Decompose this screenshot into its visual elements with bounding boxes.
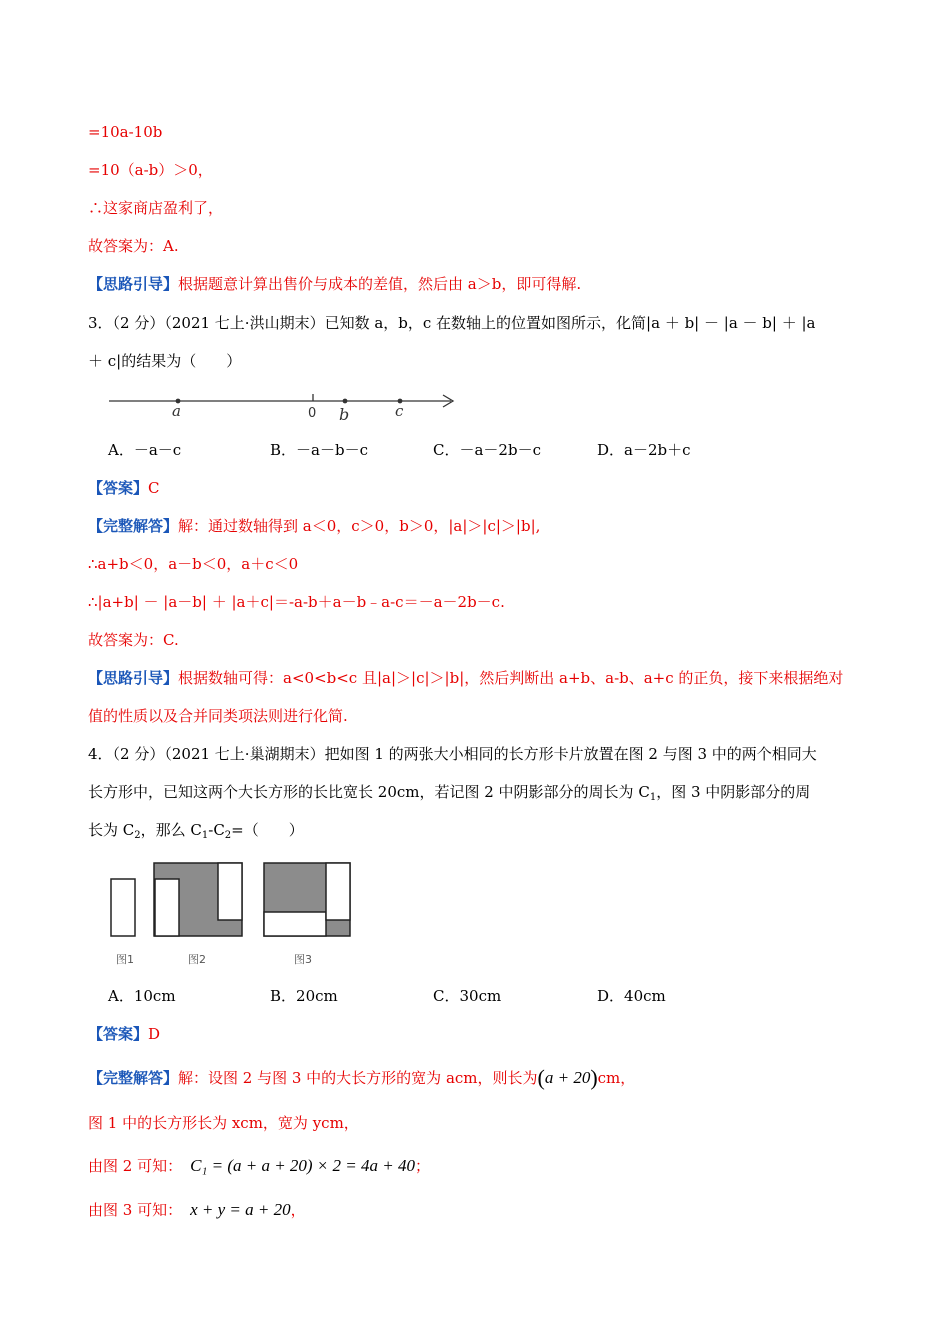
fig1-label: 图1 — [116, 953, 134, 966]
math-expression: x + y = a + 20 — [190, 1200, 291, 1219]
q3-option-d[interactable]: D．a－2b＋c — [597, 441, 691, 459]
q3-solution-line-2: ∴a+b＜0，a－b＜0，a＋c＜0 — [88, 555, 299, 573]
solution-text: 解：设图 2 与图 3 中的大长方形的宽为 acm，则长为 — [178, 1069, 538, 1087]
q3-answer — [88, 478, 160, 498]
q4-stem-line-1: 4．（2 分）（2021 七上·巢湖期末）把如图 1 的两张大小相同的长方形卡片放置在图 2 与图 3 中的两个相同大 — [88, 745, 817, 763]
q4-solution-line-2: 图 1 中的长方形长为 xcm，宽为 ycm， — [88, 1114, 359, 1132]
q4-solution-line-4: 由图 3 可知： x + y = a + 20， — [88, 1200, 306, 1219]
label-zero: 0 — [308, 406, 317, 421]
q3-solution-line-3: ∴|a+b| － |a－b| ＋ |a＋c|＝-a-b＋a－b﹣a-c＝－a－2b－c. — [88, 593, 505, 611]
answer-value: C — [148, 479, 160, 497]
rectangles-figure — [108, 860, 358, 940]
solution-text: 解：通过数轴得到 a＜0，c＞0，b＞0，|a|＞|c|＞|b|, — [178, 517, 541, 535]
fig2-card-left — [155, 879, 179, 936]
math-expression: C₁ = (a + a + 20) × 2 = 4a + 40 — [190, 1156, 415, 1175]
solution-tag: 【完整解答】 — [88, 1069, 179, 1087]
q4-option-b[interactable]: B．20cm — [270, 987, 338, 1005]
answer-value: D — [148, 1025, 161, 1043]
q4-option-c[interactable]: C．30cm — [433, 987, 502, 1005]
q4-stem-line-3: 长为 $C_2$，那么 $C_1-C_2=$（ ） — [88, 821, 304, 841]
solution-tag: 【完整解答】 — [88, 517, 179, 535]
q3-hint-line-1 — [88, 668, 843, 688]
hint-text: 根据题意计算出售价与成本的差值，然后由 a＞b，即可得解. — [178, 275, 582, 293]
label-c: c — [395, 402, 404, 420]
q3-stem-line-1: 3．（2 分）（2021 七上·洪山期末）已知数 a，b，c 在数轴上的位置如图所示，化简|a ＋ b| － |a － b| ＋ |a — [88, 314, 816, 332]
q3-solution-line-1 — [88, 516, 540, 536]
fig2-card-right — [218, 863, 242, 920]
calc-line-1: =10a-10b — [88, 123, 163, 141]
fig3-card-horizontal — [264, 912, 326, 936]
answer-tag: 【答案】 — [88, 1025, 149, 1043]
conclusion-line: ∴这家商店盈利了， — [88, 199, 224, 217]
q4-answer — [88, 1024, 160, 1044]
point-b — [343, 399, 348, 404]
hint-tag: 【思路引导】 — [88, 275, 179, 293]
calc-line-2: =10（a-b）＞0， — [88, 161, 213, 179]
label-a: a — [172, 402, 181, 420]
fig1-card — [111, 879, 135, 936]
answer-tag: 【答案】 — [88, 479, 149, 497]
hint-tag: 【思路引导】 — [88, 669, 179, 687]
q4-solution-line-3: 由图 2 可知： C₁ = (a + a + 20) × 2 = 4a + 40； — [88, 1156, 431, 1175]
math-expression: a + 20 — [544, 1068, 591, 1087]
q4-solution-line-1: 【完整解答】解：设图 2 与图 3 中的大长方形的宽为 acm，则长为(a + 20)cm， — [88, 1065, 636, 1090]
q3-option-b[interactable]: B．－a－b－c — [270, 441, 368, 459]
q4-option-a[interactable]: A．10cm — [108, 987, 176, 1005]
q3-hint-line-2: 值的性质以及合并同类项法则进行化简. — [88, 707, 348, 725]
answer-line: 故答案为：A. — [88, 237, 179, 255]
hint-text: 根据数轴可得：a<0<b<c 且|a|＞|c|＞|b|，然后判断出 a+b、a-b、a+c 的正负，接下来根据绝对 — [178, 669, 844, 687]
label-b: b — [339, 405, 350, 424]
q3-solution-line-4: 故答案为：C. — [88, 631, 179, 649]
q4-stem-line-2: 长方形中，已知这两个大长方形的长比宽长 20cm，若记图 2 中阴影部分的周长为 $C_1$，图 3 中阴影部分的周 — [88, 783, 811, 803]
q3-option-c[interactable]: C．－a－2b－c — [433, 441, 541, 459]
fig3-card-vertical — [326, 863, 350, 920]
fig2-label: 图2 — [188, 953, 206, 966]
fig3-label: 图3 — [294, 953, 312, 966]
prev-hint — [88, 274, 581, 294]
q3-option-a[interactable]: A．－a－c — [108, 441, 182, 459]
q4-option-d[interactable]: D．40cm — [597, 987, 666, 1005]
number-line-figure — [105, 385, 465, 425]
q3-stem-line-2: ＋ c|的结果为（ ） — [88, 352, 242, 370]
